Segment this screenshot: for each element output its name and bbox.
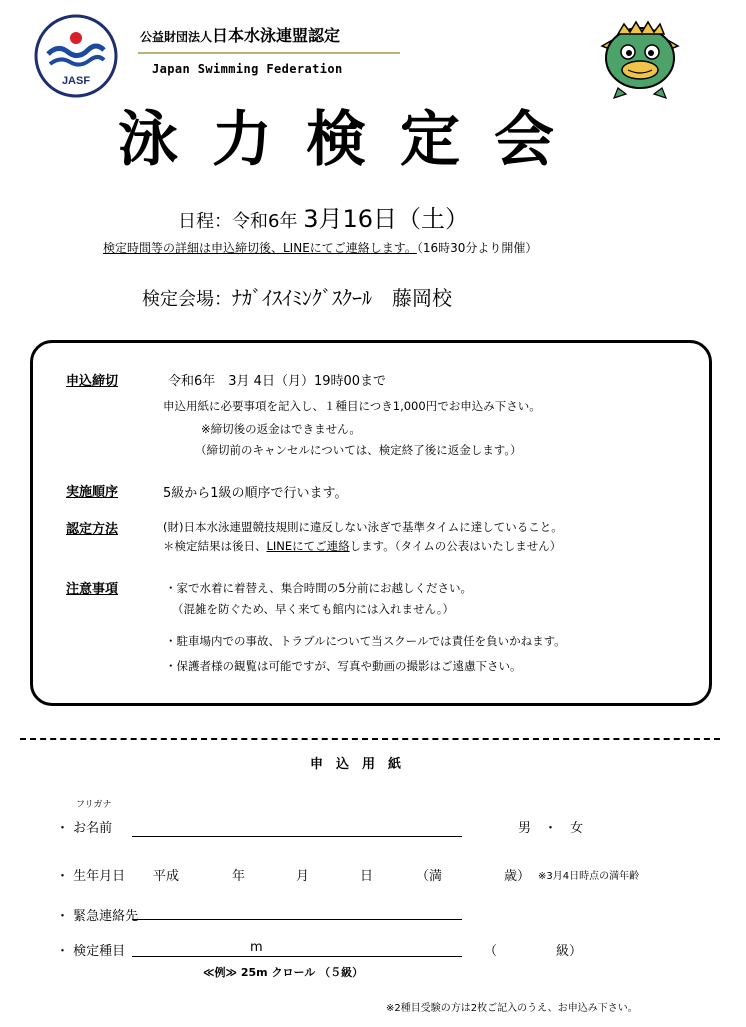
page-title: 泳力検定会 — [118, 105, 588, 175]
notes-item-1-sub: （混雑を防ぐため、早く来ても館内には入れません。） — [172, 602, 454, 616]
era-label: 平成 — [153, 869, 180, 884]
kappa-mascot-icon — [592, 16, 688, 100]
event-date — [178, 199, 469, 234]
name-field[interactable] — [132, 836, 462, 837]
year-label: 年 — [232, 869, 246, 884]
age-note: ※3月4日時点の満年齢 — [538, 871, 640, 882]
notes-item-2: ・駐車場内での事故、トラブルについて当スクールでは責任を負いかねます。 — [165, 634, 566, 648]
month-label: 月 — [296, 869, 310, 884]
deadline-instruction: 申込用紙に必要事項を記入し、１種目につき1,000円でお申込み下さい。 — [163, 399, 541, 413]
notes-label: 注意事項 — [66, 582, 119, 597]
deadline-label: 申込締切 — [66, 374, 119, 389]
jasf-logo — [34, 14, 118, 98]
order-text: 5級から1級の順序で行います。 — [163, 486, 348, 501]
organization-name-english: Japan Swimming Federation — [152, 62, 343, 76]
logo-text: JASF — [61, 75, 91, 87]
age-close: 歳） — [504, 869, 531, 884]
cut-line — [20, 738, 720, 740]
birthdate-label: ・ 生年月日 — [56, 869, 126, 884]
deadline-value: 令和6年 3月 4日（月）19時00まで — [168, 374, 387, 389]
method-note-post: します。（タイムの公表はいたしません） — [349, 539, 562, 553]
form-title: 申 込 用 紙 — [310, 757, 402, 772]
order-label: 実施順序 — [66, 485, 119, 500]
schedule-notice — [103, 239, 537, 256]
method-note-underlined: LINEにてご連絡 — [266, 539, 350, 553]
age-open: （満 — [416, 869, 443, 884]
org-prefix: 公益財団法人 — [140, 30, 213, 44]
event-label: ・ 検定種目 — [56, 944, 126, 959]
date-label: 日程：令和6年 — [178, 211, 298, 232]
name-label: ・ お名前 — [56, 821, 113, 836]
deadline-refund-note: ※締切後の返金はできません。 — [201, 422, 361, 436]
form-footnote: ※2種目受験の方は2枚ご記入のうえ、お申込み下さい。 — [386, 1003, 638, 1014]
grade-open: （ — [484, 944, 498, 959]
venue-name: ﾅｶﾞｲｽｲﾐﾝｸﾞｽｸｰﾙ 藤岡校 — [232, 286, 452, 310]
method-note-pre: ＊検定結果は後日、 — [163, 539, 267, 553]
event-field[interactable] — [132, 956, 462, 957]
emergency-contact-label: ・ 緊急連絡先 — [56, 909, 139, 924]
event-venue — [142, 282, 452, 311]
date-value: 3月16日（土） — [303, 205, 469, 233]
organization-name — [140, 23, 340, 46]
notes-item-1: ・家で水着に着替え、集合時間の5分前にお越しください。 — [165, 581, 473, 595]
notice-underlined: 検定時間等の詳細は申込締切後、LINEにてご連絡します。 — [103, 241, 417, 255]
day-label: 日 — [360, 869, 374, 884]
org-main: 日本水泳連盟認定 — [212, 26, 341, 45]
method-result-note — [163, 538, 561, 554]
grade-close: 級） — [556, 944, 583, 959]
notes-item-3: ・保護者様の観覧は可能ですが、写真や動画の撮影はご遠慮下さい。 — [165, 659, 522, 673]
furigana-label: フリガナ — [76, 800, 112, 810]
event-example: ≪例≫ 25m クロール （５級） — [203, 966, 364, 979]
emergency-contact-field[interactable] — [132, 919, 462, 920]
meter-unit: m — [250, 940, 263, 955]
notice-extra: （16時30分より開催） — [416, 241, 538, 255]
venue-label: 検定会場： — [142, 289, 232, 310]
gender-select[interactable]: 男 ・ 女 — [518, 821, 584, 836]
header-divider — [138, 52, 400, 54]
deadline-cancel-note: （締切前のキャンセルについては、検定終了後に返金します。） — [195, 443, 522, 457]
method-text: (財)日本水泳連盟競技規則に違反しない泳ぎで基準タイムに達していること。 — [163, 520, 563, 534]
method-label: 認定方法 — [66, 522, 119, 537]
